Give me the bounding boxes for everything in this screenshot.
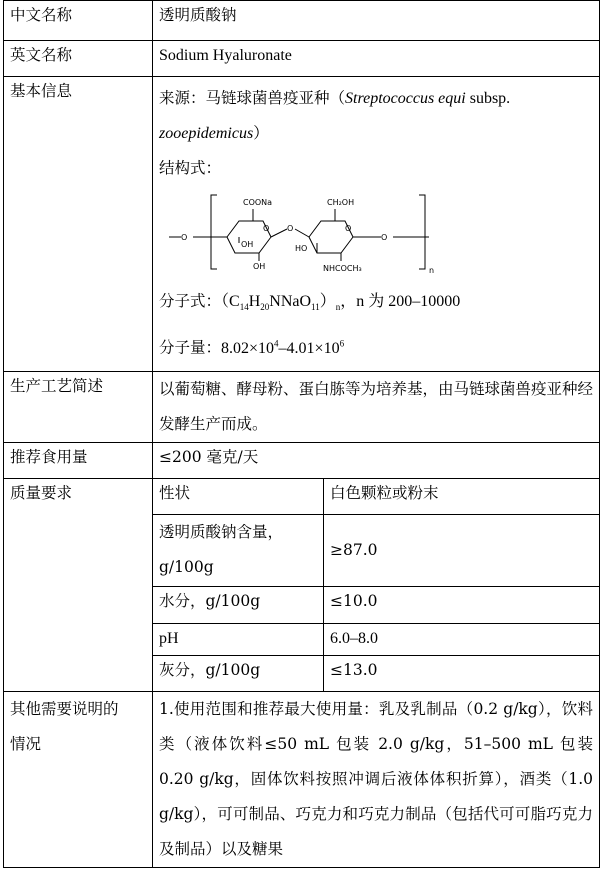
structure-label: 结构式：	[159, 159, 222, 177]
quality-item-value: ≥87.0	[324, 514, 600, 586]
row-dosage	[4, 442, 600, 478]
quality-item-value: 6.0–8.0	[324, 623, 600, 655]
label-quality: 质量要求	[4, 478, 153, 691]
value-dosage: ≤200 毫克/天	[153, 442, 600, 478]
ring-o-2: O	[345, 224, 352, 233]
ch2oh-label: CH₂OH	[327, 198, 355, 207]
quality-item-name: pH	[153, 623, 324, 655]
molecular-weight: 分子量：$8.02\times 10^4-4.01\times 10^6$	[159, 338, 345, 357]
repeat-n: n	[429, 266, 435, 275]
molecular-formula: 分子式：$(C_{14}H_{20}NNaO_{11})_n$，n 为 200–10000	[159, 292, 461, 313]
structural-formula	[167, 191, 467, 275]
row-basic-info	[4, 77, 600, 372]
row-english-name	[4, 41, 600, 77]
coona-label: COONa	[243, 198, 273, 207]
quality-item-name: 透明质酸钠含量，g/100g	[153, 514, 324, 586]
quality-item-name: 灰分，g/100g	[153, 655, 324, 691]
quality-item-value: ≤13.0	[324, 655, 600, 691]
label-chinese-name: 中文名称	[4, 1, 153, 41]
row-other	[4, 691, 600, 867]
label-dosage: 推荐食用量	[4, 442, 153, 478]
row-quality-0	[4, 478, 600, 514]
value-chinese-name: 透明质酸钠	[153, 1, 600, 41]
label-other: 其他需要说明的情况	[4, 691, 153, 867]
link-o-mid: O	[287, 224, 294, 233]
value-basic-info	[153, 77, 600, 372]
spec-table	[3, 0, 600, 868]
nhcoch3-label: NHCOCH₃	[323, 264, 362, 273]
quality-item-value: 白色颗粒或粉末	[324, 478, 600, 514]
value-english-name: Sodium Hyaluronate	[153, 41, 600, 77]
value-process: 以葡萄糖、酵母粉、蛋白胨等为培养基，由马链球菌兽疫亚种经发酵生产而成。	[153, 371, 600, 442]
label-basic-info: 基本信息	[4, 77, 153, 372]
ring-o-1: O	[263, 224, 270, 233]
link-o-left: O	[181, 233, 188, 242]
label-english-name: 英文名称	[4, 41, 153, 77]
quality-item-value: ≤10.0	[324, 586, 600, 623]
value-other: 1.使用范围和推荐最大使用量：乳及乳制品（0.2 g/kg），饮料类（液体饮料≤50 mL 包装 2.0 g/kg，51–500 mL 包装 0.20 g/kg，固体饮料按照冲调后液体体积折算），酒类（1.0 g/kg），可可制品、巧克力和巧克力制品（包括代可可脂巧克力及制品）以及糖果	[153, 691, 600, 867]
row-process	[4, 371, 600, 442]
link-o-right: O	[381, 233, 388, 242]
oh-top-label: OH	[241, 240, 254, 249]
row-chinese-name	[4, 1, 600, 41]
ho-label: HO	[295, 244, 308, 253]
oh-bottom-label: OH	[253, 262, 266, 271]
quality-item-name: 水分，g/100g	[153, 586, 324, 623]
label-process: 生产工艺简述	[4, 371, 153, 442]
quality-item-name: 性状	[153, 478, 324, 514]
source-line: 来源：马链球菌兽疫亚种（Streptococcus equi subsp. zooepidemicus）	[159, 89, 511, 142]
